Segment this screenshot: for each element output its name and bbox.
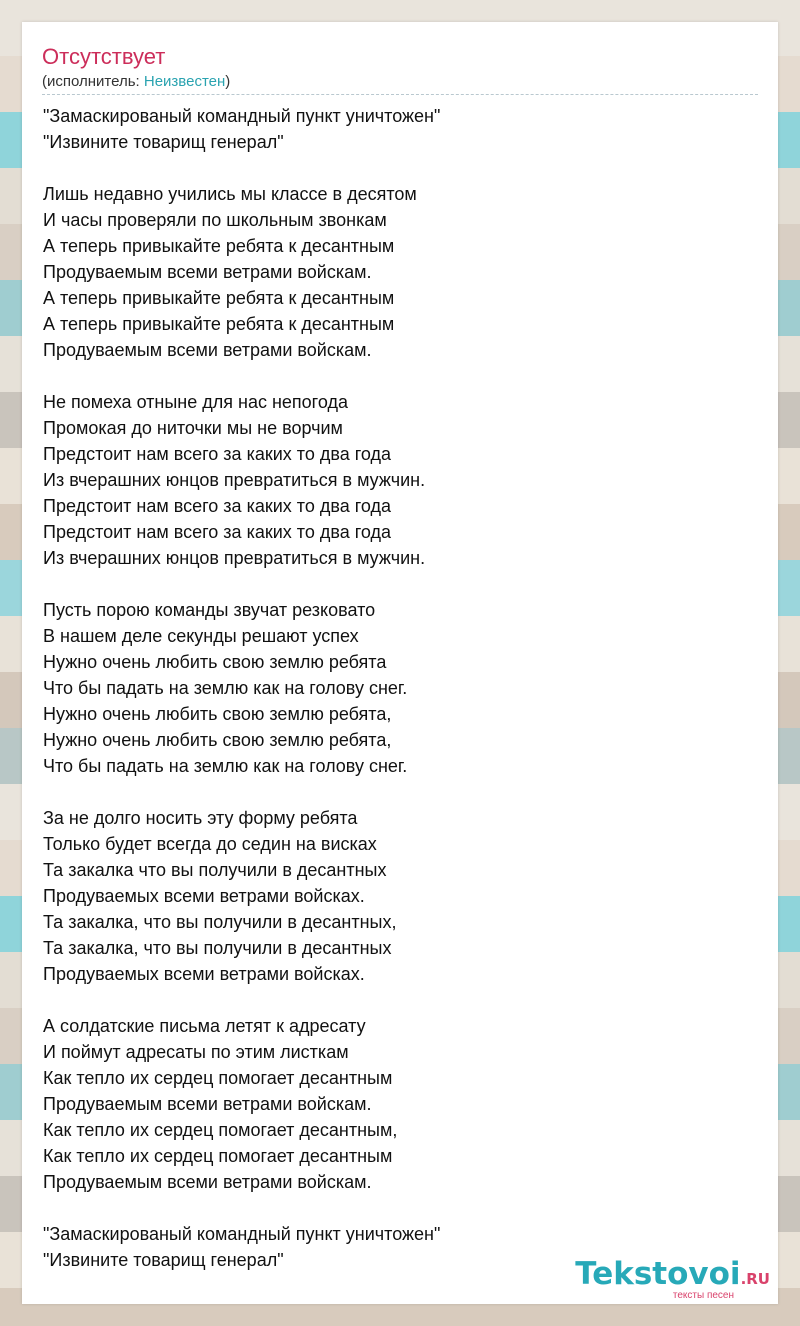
lyric-line: Та закалка, что вы получили в десантных,: [43, 912, 397, 932]
lyric-line: Только будет всегда до седин на висках: [43, 834, 377, 854]
lyric-line: А теперь привыкайте ребята к десантным: [43, 236, 395, 256]
lyric-line: Нужно очень любить свою землю ребята,: [43, 730, 392, 750]
logo-tld: .RU: [740, 1270, 770, 1288]
lyric-line: Что бы падать на землю как на голову снег.: [43, 756, 408, 776]
lyric-line: А теперь привыкайте ребята к десантным: [43, 314, 395, 334]
lyric-line: [43, 987, 743, 1013]
lyric-line: Промокая до ниточки мы не ворчим: [43, 418, 343, 438]
lyric-line: "Извините товарищ генерал": [43, 132, 284, 152]
lyric-line: Продуваемых всеми ветрами войсках.: [43, 886, 365, 906]
lyric-line: А солдатские письма летят к адресату: [43, 1016, 366, 1036]
lyric-line: "Замаскированый командный пункт уничтожен": [43, 1224, 441, 1244]
lyrics-text: [43, 103, 743, 1273]
logo-word: Tekstovoi: [575, 1256, 741, 1292]
lyric-line: Продуваемым всеми ветрами войскам.: [43, 262, 372, 282]
lyric-line: Пусть порою команды звучат резковато: [43, 600, 376, 620]
lyric-line: И часы проверяли по школьным звонкам: [43, 210, 387, 230]
artist-suffix: ): [225, 73, 231, 90]
lyric-line: "Извините товарищ генерал": [43, 1250, 284, 1270]
site-logo[interactable]: [560, 1256, 770, 1302]
lyric-line: Продуваемым всеми ветрами войскам.: [43, 1172, 372, 1192]
lyric-line: Продуваемым всеми ветрами войскам.: [43, 340, 372, 360]
lyric-line: Продуваемым всеми ветрами войскам.: [43, 1094, 372, 1114]
lyric-line: Что бы падать на землю как на голову снег.: [43, 678, 408, 698]
lyric-line: Предстоит нам всего за каких то два года: [43, 444, 392, 464]
lyric-line: Из вчерашних юнцов превратиться в мужчин.: [43, 548, 426, 568]
artist-prefix: (исполнитель:: [42, 73, 144, 90]
lyric-line: Та закалка, что вы получили в десантных: [43, 938, 392, 958]
lyric-line: Предстоит нам всего за каких то два года: [43, 522, 392, 542]
lyric-line: "Замаскированый командный пункт уничтожен": [43, 106, 441, 126]
lyric-line: А теперь привыкайте ребята к десантным: [43, 288, 395, 308]
lyric-line: Как тепло их сердец помогает десантным,: [43, 1120, 398, 1140]
lyric-line: [43, 571, 743, 597]
lyric-line: [43, 363, 743, 389]
lyric-line: [43, 779, 743, 805]
lyric-line: Предстоит нам всего за каких то два года: [43, 496, 392, 516]
artist-link[interactable]: Неизвестен: [143, 73, 226, 90]
lyric-line: [43, 155, 743, 181]
lyric-line: За не долго носить эту форму ребята: [43, 808, 358, 828]
lyric-line: Лишь недавно учились мы классе в десятом: [43, 184, 417, 204]
lyric-line: Та закалка что вы получили в десантных: [43, 860, 387, 880]
song-title: Отсутствует: [42, 44, 166, 69]
lyric-line: В нашем деле секунды решают успех: [43, 626, 359, 646]
song-header: [42, 42, 758, 95]
lyric-line: Продуваемых всеми ветрами войсках.: [43, 964, 365, 984]
artist-line: [42, 72, 758, 92]
lyric-line: Как тепло их сердец помогает десантным: [43, 1068, 393, 1088]
logo-tagline: тексты песен: [672, 1290, 734, 1301]
lyric-line: Как тепло их сердец помогает десантным: [43, 1146, 393, 1166]
lyric-line: Нужно очень любить свою землю ребята: [43, 652, 387, 672]
lyric-line: Из вчерашних юнцов превратиться в мужчин.: [43, 470, 426, 490]
logo-wordmark: [575, 1256, 770, 1292]
lyric-line: Не помеха отныне для нас непогода: [43, 392, 348, 412]
lyric-line: [43, 1195, 743, 1221]
lyrics-card: [22, 22, 778, 1304]
lyric-line: И поймут адресаты по этим листкам: [43, 1042, 349, 1062]
lyric-line: Нужно очень любить свою землю ребята,: [43, 704, 392, 724]
